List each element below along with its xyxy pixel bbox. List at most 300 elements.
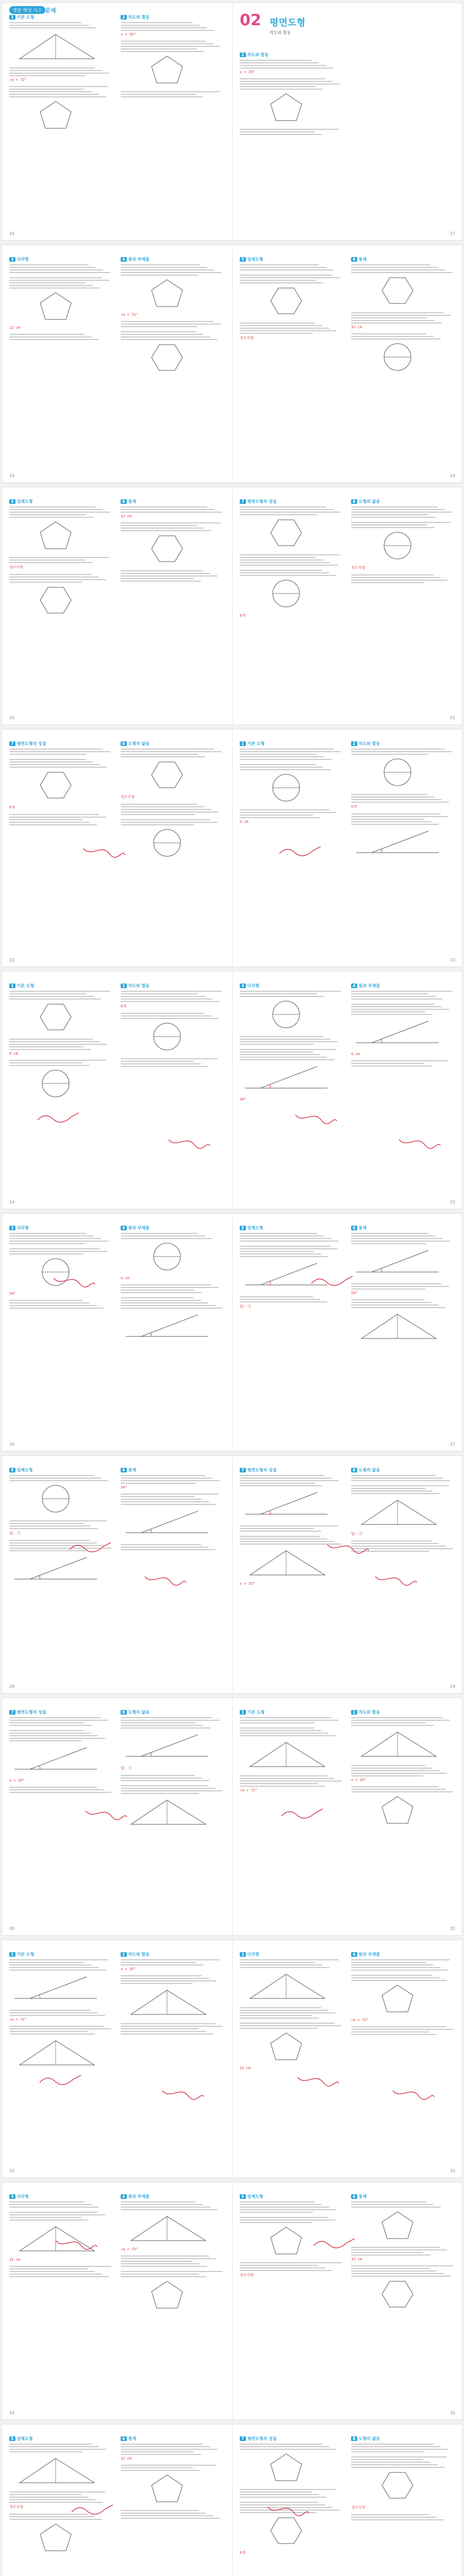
text-line bbox=[121, 1499, 202, 1500]
question-block bbox=[121, 1494, 224, 1540]
section-number: 8 bbox=[121, 741, 127, 746]
figure bbox=[9, 770, 112, 803]
answer-note: 정오각형 bbox=[9, 2505, 24, 2509]
text-line bbox=[240, 2262, 342, 2263]
diagram-figure bbox=[9, 1973, 102, 2004]
question-block bbox=[240, 2262, 343, 2278]
text-line bbox=[240, 2018, 319, 2019]
section-title: 원과 부채꼴 bbox=[128, 1226, 150, 1230]
question-block bbox=[9, 1959, 112, 2006]
text-line bbox=[9, 2214, 105, 2215]
text-line bbox=[351, 512, 452, 513]
text-line bbox=[9, 767, 107, 768]
text-line bbox=[240, 2494, 319, 2495]
text-line bbox=[240, 1296, 313, 1297]
text-line bbox=[351, 514, 428, 515]
section-title: 기본 도형 bbox=[247, 1710, 265, 1715]
text-line bbox=[240, 2023, 335, 2024]
text-line bbox=[121, 1302, 208, 1303]
text-line bbox=[121, 275, 198, 276]
diagram-figure bbox=[240, 2225, 333, 2256]
answer-note: x = 35° bbox=[121, 1967, 136, 1971]
text-line bbox=[121, 264, 200, 265]
text-line bbox=[9, 1740, 81, 1741]
text-line bbox=[9, 1962, 85, 1963]
answer-note: 54° bbox=[121, 1485, 127, 1489]
text-line bbox=[351, 577, 441, 578]
figure bbox=[351, 827, 454, 860]
question-block bbox=[121, 331, 224, 375]
section-title: 평면도형의 성질 bbox=[16, 1710, 46, 1715]
text-line bbox=[240, 575, 337, 576]
text-line bbox=[9, 1235, 94, 1236]
text-line bbox=[351, 1009, 449, 1010]
text-line bbox=[9, 814, 99, 815]
text-line bbox=[9, 2201, 85, 2202]
diagram-figure bbox=[121, 2473, 213, 2504]
text-column bbox=[9, 257, 112, 469]
text-line bbox=[121, 2513, 206, 2514]
figure bbox=[351, 2470, 454, 2503]
section-number: 4 bbox=[121, 257, 127, 262]
section-title: 작도와 합동 bbox=[128, 15, 150, 20]
text-line bbox=[9, 1520, 107, 1521]
section-title: 기본 도형 bbox=[16, 1952, 35, 1957]
page-gutter bbox=[232, 2425, 233, 2576]
text-line bbox=[9, 2010, 91, 2011]
section-number: 4 bbox=[121, 2194, 127, 2199]
text-line bbox=[121, 22, 193, 23]
text-line bbox=[240, 2265, 318, 2266]
section-title: 작도와 합동 bbox=[358, 741, 380, 746]
section-number: 2 bbox=[121, 1952, 127, 1957]
text-line bbox=[351, 1765, 425, 1766]
text-line bbox=[9, 751, 110, 752]
question-block bbox=[240, 1959, 343, 2003]
text-line bbox=[351, 517, 436, 518]
diagram-figure bbox=[121, 2279, 213, 2310]
text-line bbox=[240, 60, 312, 61]
text-column bbox=[121, 741, 224, 953]
page-left bbox=[2, 972, 232, 1209]
text-line bbox=[351, 1791, 453, 1792]
page-right bbox=[233, 487, 462, 724]
text-line bbox=[240, 756, 324, 757]
page-right bbox=[233, 1698, 462, 1935]
text-line bbox=[121, 1717, 212, 1718]
text-line bbox=[240, 1235, 324, 1236]
text-line bbox=[9, 1735, 98, 1736]
section-heading bbox=[121, 499, 224, 504]
text-line bbox=[9, 2492, 105, 2493]
text-line bbox=[351, 323, 442, 324]
diagram-figure bbox=[351, 2470, 444, 2501]
text-line bbox=[240, 282, 323, 283]
section-title: 입체도형 bbox=[16, 1468, 33, 1472]
text-line bbox=[240, 2270, 333, 2271]
question-block bbox=[351, 749, 454, 790]
text-line bbox=[240, 1251, 314, 1252]
text-line bbox=[121, 94, 196, 95]
text-line bbox=[121, 1544, 201, 1545]
section-number: 3 bbox=[9, 2194, 15, 2199]
section-title: 도형의 닮음 bbox=[358, 1468, 380, 1472]
text-line bbox=[9, 1528, 98, 1529]
text-line bbox=[121, 2258, 217, 2259]
text-line bbox=[9, 89, 85, 90]
text-line bbox=[9, 1730, 84, 1731]
question-block bbox=[351, 2456, 454, 2510]
text-line bbox=[9, 1733, 91, 1734]
question-block bbox=[121, 804, 224, 815]
text-line bbox=[240, 991, 341, 992]
question-block bbox=[351, 1283, 454, 1295]
section-heading bbox=[240, 52, 343, 58]
section-title: 통계 bbox=[128, 1468, 137, 1472]
text-line bbox=[121, 575, 218, 577]
text-line bbox=[121, 1785, 208, 1786]
section-title: 다각형 bbox=[16, 1226, 29, 1230]
text-line bbox=[9, 1065, 90, 1066]
answer-note: π cm bbox=[240, 820, 248, 824]
section-number: 6 bbox=[121, 1468, 127, 1472]
text-line bbox=[240, 1727, 314, 1728]
section-heading bbox=[351, 1467, 454, 1473]
question-block bbox=[9, 1039, 112, 1056]
section-heading bbox=[9, 2194, 112, 2199]
text-line bbox=[351, 1241, 450, 1242]
page-left bbox=[2, 487, 232, 724]
text-line bbox=[9, 1789, 104, 1790]
text-line bbox=[9, 2266, 111, 2267]
text-line bbox=[351, 2519, 444, 2520]
answer-note: 6개 bbox=[351, 805, 357, 809]
section-heading bbox=[240, 499, 343, 504]
text-line bbox=[9, 287, 100, 289]
figure bbox=[9, 1973, 112, 2006]
text-line bbox=[240, 1536, 320, 1537]
section-heading bbox=[121, 2436, 224, 2442]
figure bbox=[240, 772, 343, 805]
text-line bbox=[240, 1730, 321, 1731]
question-block bbox=[121, 2023, 224, 2035]
text-line bbox=[240, 65, 326, 66]
text-line bbox=[351, 1722, 426, 1723]
text-line bbox=[121, 2470, 200, 2471]
text-line bbox=[240, 1783, 318, 1784]
diagram-figure bbox=[351, 1728, 444, 1759]
text-line bbox=[351, 320, 435, 321]
section-heading bbox=[9, 2436, 112, 2442]
section-heading bbox=[9, 1709, 112, 1715]
text-line bbox=[9, 22, 81, 23]
text-line bbox=[9, 280, 109, 281]
text-line bbox=[240, 509, 334, 510]
answer-note: 54° bbox=[351, 1291, 358, 1295]
text-line bbox=[351, 1060, 448, 1061]
text-line bbox=[121, 1775, 195, 1776]
diagram-figure bbox=[240, 999, 333, 1030]
text-line bbox=[9, 749, 103, 750]
section-heading bbox=[121, 983, 224, 989]
section-heading bbox=[351, 1225, 454, 1231]
question-block bbox=[351, 1717, 454, 1761]
text-line bbox=[121, 48, 197, 49]
text-line bbox=[351, 1789, 446, 1790]
diagram-figure bbox=[240, 1738, 333, 1769]
text-column bbox=[9, 14, 112, 227]
text-line bbox=[121, 1238, 212, 1239]
text-line bbox=[121, 1788, 216, 1789]
text-line bbox=[351, 2446, 441, 2447]
text-line bbox=[240, 2512, 316, 2513]
figure bbox=[351, 1496, 454, 1529]
diagram-figure bbox=[240, 2031, 333, 2062]
text-line bbox=[121, 1066, 208, 1067]
text-line bbox=[9, 264, 89, 265]
question-block bbox=[121, 1284, 224, 1293]
question-block bbox=[351, 522, 454, 570]
text-line bbox=[351, 1063, 424, 1064]
question-block bbox=[9, 2026, 112, 2070]
text-line bbox=[351, 2204, 434, 2205]
answer-note: 정오각형 bbox=[9, 565, 24, 569]
text-line bbox=[351, 336, 434, 337]
diagram-figure bbox=[9, 1553, 102, 1584]
text-line bbox=[240, 1786, 325, 1787]
section-title: 도형의 닮음 bbox=[358, 2436, 380, 2441]
section-number: 2 bbox=[121, 984, 127, 988]
section-number: 8 bbox=[351, 2436, 357, 2441]
diagram-figure bbox=[351, 1017, 444, 1048]
text-line bbox=[351, 2255, 430, 2256]
text-line bbox=[121, 1063, 201, 1064]
text-line bbox=[240, 1544, 342, 1545]
text-line bbox=[351, 2464, 438, 2465]
section-heading bbox=[240, 741, 343, 747]
text-line bbox=[240, 996, 324, 997]
text-line bbox=[121, 1975, 202, 1976]
text-line bbox=[121, 2444, 203, 2445]
section-number: 5 bbox=[9, 499, 15, 504]
text-line bbox=[9, 1044, 107, 1045]
text-line bbox=[351, 1493, 440, 1494]
page-number: 24 bbox=[9, 1200, 15, 1205]
question-block bbox=[351, 1786, 454, 1827]
text-line bbox=[9, 1039, 93, 1040]
section-title: 통계 bbox=[128, 499, 137, 504]
text-line bbox=[240, 78, 325, 79]
diagram-figure bbox=[240, 1970, 333, 2001]
text-line bbox=[9, 2271, 95, 2272]
question-block bbox=[351, 1299, 454, 1343]
section-number: 4 bbox=[121, 1226, 127, 1230]
section-title: 원과 부채꼴 bbox=[128, 2194, 150, 2199]
text-line bbox=[121, 1504, 217, 1505]
text-column bbox=[351, 983, 454, 1195]
text-line bbox=[9, 67, 95, 69]
text-line bbox=[121, 1494, 219, 1495]
page-number: 32 bbox=[9, 2168, 15, 2173]
question-block bbox=[121, 1544, 224, 1550]
text-line bbox=[240, 1781, 342, 1782]
diagram-figure bbox=[121, 1796, 213, 1827]
section-number: 1 bbox=[240, 1710, 246, 1715]
text-column bbox=[240, 983, 343, 1195]
page-gutter bbox=[232, 1698, 233, 1935]
text-line bbox=[121, 1015, 211, 1016]
answer-note: π cm bbox=[121, 1276, 129, 1280]
text-line bbox=[9, 514, 87, 515]
text-line bbox=[9, 1970, 106, 1971]
text-column bbox=[351, 499, 454, 711]
figure bbox=[9, 585, 112, 618]
text-line bbox=[240, 764, 316, 765]
text-line bbox=[240, 2207, 329, 2208]
text-line bbox=[9, 819, 82, 820]
text-line bbox=[121, 1790, 223, 1791]
diagram-figure bbox=[121, 278, 213, 309]
text-line bbox=[240, 1238, 332, 1239]
text-line bbox=[121, 509, 214, 510]
text-line bbox=[351, 1775, 423, 1776]
text-line bbox=[9, 1540, 90, 1541]
text-line bbox=[351, 1975, 433, 1976]
text-line bbox=[9, 1722, 85, 1723]
question-block bbox=[121, 264, 224, 317]
text-line bbox=[9, 1545, 104, 1546]
section-heading bbox=[121, 1225, 224, 1231]
section-number: 5 bbox=[9, 2436, 15, 2441]
section-number: 3 bbox=[240, 1952, 246, 1957]
text-line bbox=[9, 2514, 88, 2515]
figure bbox=[9, 291, 112, 324]
text-line bbox=[9, 557, 109, 558]
text-line bbox=[121, 824, 194, 825]
section-heading bbox=[240, 2194, 343, 2199]
text-line bbox=[240, 2510, 340, 2511]
diagram-figure bbox=[240, 2515, 333, 2546]
text-line bbox=[121, 528, 204, 529]
text-line bbox=[240, 1299, 320, 1300]
text-line bbox=[121, 1983, 193, 1984]
page-right bbox=[233, 2425, 462, 2576]
text-line bbox=[9, 2033, 95, 2035]
question-block bbox=[351, 1004, 454, 1056]
text-line bbox=[121, 1959, 220, 1960]
question-block bbox=[121, 2444, 224, 2461]
text-line bbox=[121, 1722, 196, 1723]
figure bbox=[121, 342, 224, 375]
text-line bbox=[351, 796, 435, 798]
figure bbox=[351, 1246, 454, 1279]
question-block bbox=[121, 1233, 224, 1280]
text-line bbox=[9, 2204, 92, 2205]
question-block bbox=[9, 334, 112, 340]
text-line bbox=[351, 1725, 434, 1726]
section-title: 평면도형의 성질 bbox=[247, 499, 277, 504]
text-line bbox=[121, 814, 195, 815]
text-column bbox=[240, 1952, 343, 2164]
diagram-figure bbox=[351, 2279, 444, 2310]
text-column bbox=[121, 1467, 224, 1680]
page-number: 25 bbox=[450, 1200, 455, 1205]
section-title: 다각형 bbox=[16, 257, 29, 262]
text-line bbox=[9, 277, 102, 278]
text-line bbox=[240, 333, 313, 334]
diagram-figure bbox=[9, 585, 102, 616]
figure bbox=[240, 578, 343, 611]
section-heading bbox=[351, 2436, 454, 2442]
page-number: 20 bbox=[9, 716, 15, 720]
text-line bbox=[121, 806, 204, 807]
page-right bbox=[233, 1940, 462, 2177]
text-line bbox=[240, 2449, 337, 2450]
page-right bbox=[233, 1456, 462, 1693]
answer-note: 12 cm bbox=[9, 326, 21, 330]
figure bbox=[351, 1728, 454, 1761]
text-line bbox=[351, 2459, 423, 2460]
text-line bbox=[240, 1775, 327, 1776]
text-line bbox=[121, 46, 221, 47]
text-line bbox=[351, 1283, 442, 1284]
page-right bbox=[233, 972, 462, 1209]
text-line bbox=[121, 1964, 203, 1965]
text-line bbox=[351, 527, 435, 528]
section-heading bbox=[240, 257, 343, 262]
text-column bbox=[240, 2194, 343, 2406]
diagram-figure bbox=[240, 2452, 333, 2483]
text-column bbox=[351, 1709, 454, 1922]
text-line bbox=[240, 1253, 321, 1255]
text-line bbox=[351, 1014, 433, 1015]
text-line bbox=[351, 2207, 441, 2208]
diagram-figure bbox=[9, 770, 102, 801]
page-spread bbox=[2, 972, 462, 1209]
answer-note: x = 35° bbox=[351, 1778, 367, 1782]
text-column bbox=[351, 257, 454, 469]
text-line bbox=[9, 1792, 111, 1793]
text-line bbox=[351, 2247, 440, 2248]
text-line bbox=[351, 1720, 450, 1721]
text-line bbox=[351, 1299, 424, 1300]
text-line bbox=[240, 1541, 335, 1542]
text-line bbox=[240, 264, 319, 265]
diagram-figure bbox=[351, 342, 444, 372]
text-column bbox=[240, 1225, 343, 1437]
text-line bbox=[9, 991, 110, 992]
page-spread bbox=[2, 1698, 462, 1935]
section-heading bbox=[351, 257, 454, 262]
page-right bbox=[233, 1214, 462, 1451]
text-line bbox=[121, 2031, 206, 2032]
text-line bbox=[351, 1065, 432, 1066]
question-block bbox=[351, 2247, 454, 2261]
answer-note: 정오각형 bbox=[240, 2273, 254, 2277]
text-line bbox=[240, 2504, 325, 2505]
page-gutter bbox=[232, 245, 233, 482]
text-column bbox=[9, 1225, 112, 1437]
section-number: 3 bbox=[9, 1226, 15, 1230]
text-line bbox=[121, 1018, 219, 1019]
section-heading bbox=[351, 1952, 454, 1957]
text-line bbox=[240, 1036, 323, 1037]
text-line bbox=[351, 509, 445, 510]
text-line bbox=[351, 754, 428, 755]
diagram-figure bbox=[9, 1257, 102, 1287]
diagram-figure bbox=[240, 285, 333, 316]
text-column bbox=[240, 1467, 343, 1680]
